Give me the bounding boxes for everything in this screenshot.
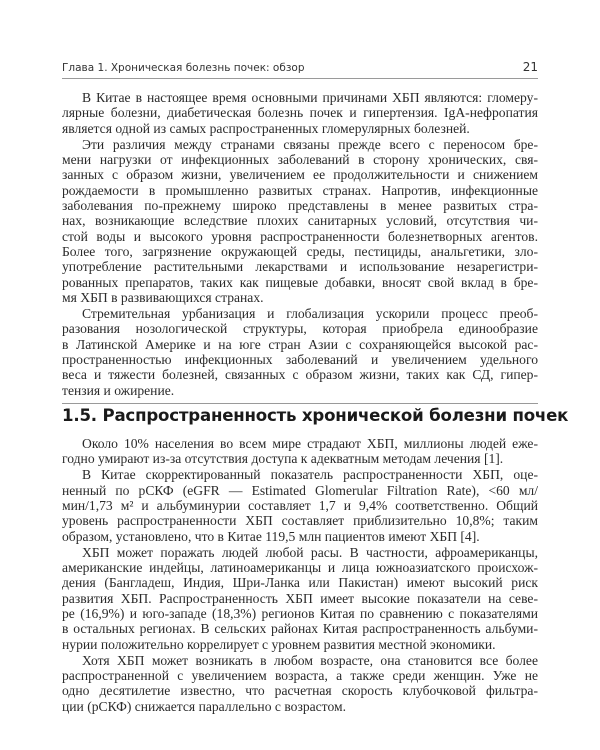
text-line: разования нозологической структуры, которая приобрела единообразие (62, 321, 538, 337)
text-line: рождаемости в промышленно развитых странах. Напротив, инфекционные (62, 182, 538, 198)
paragraph (62, 545, 538, 652)
paragraph (62, 653, 538, 714)
paragraph (62, 137, 538, 306)
section-1-body (62, 90, 538, 399)
text-line: ре (16,9%) и юго-западе (18,3%) регионов Китая по сравнению с показателями (62, 605, 538, 621)
header-rule (62, 78, 538, 79)
page-number: 21 (522, 60, 538, 74)
text-line: в Латинской Америке и на юге стран Азии с сохраняющейся высокой рас- (62, 336, 538, 352)
text-line: пространенностью инфекционных заболеваний и увеличением удельного (62, 352, 538, 368)
text-line: занных с образом жизни, увеличением ее продолжительности и снижением (62, 167, 538, 183)
text-line: ненный по рСКФ (eGFR — Estimated Glomerular Filtration Rate), <60 мл/ (62, 482, 538, 498)
text-line: ХБП может поражать людей любой расы. В частности, афроамериканцы, (82, 544, 538, 560)
text-line: рованных препаратов, таких как пищевые добавки, вносят свой вклад в бре- (62, 274, 538, 290)
section-heading: 1.5. Распространенность хронической болезни почек (62, 406, 569, 425)
text-line: В Китае в настоящее время основными причинами ХБП являются: гломеру- (82, 90, 538, 105)
text-line: американские индейцы, латиноамериканцы и лица южноазиатского происхож- (62, 559, 538, 575)
text-line: тензия и ожирение. (62, 382, 175, 398)
section-rule (62, 403, 538, 404)
section-2-body (62, 436, 538, 715)
text-line: в остальных регионах. В сельских районах Китая распространенность альбуми- (62, 621, 538, 637)
text-line: развития ХБП. Распространенность ХБП имеет высокие показатели на севе- (62, 590, 538, 606)
text-line: мя ХБП в развивающихся странах. (62, 290, 264, 306)
paragraph (62, 306, 538, 398)
text-line: образом, установлено, что в Китае 119,5 млн пациентов имеют ХБП [4]. (62, 528, 480, 544)
text-line: нах, возникающие вследствие плохих санитарных условий, отсутствия чи- (62, 213, 538, 229)
text-line: годно умирают из-за отсутствия доступа к адекватным методам лечения [1]. (62, 451, 504, 467)
text-line: дения (Бангладеш, Индия, Шри-Ланка или Пакистан) имеют высокий риск (62, 575, 538, 591)
text-line: распространенной с увеличением возраста, а также среди женщин. Уже не (62, 667, 538, 683)
text-line: В Китае скорректированный показатель распространенности ХБП, оце- (82, 467, 538, 483)
paragraph (62, 467, 538, 544)
text-line: лярные болезни, диабетическая болезнь почек и гипертензия. IgA-нефропатия (62, 105, 538, 121)
text-line: нурии положительно коррелирует с уровнем развития местной экономики. (62, 636, 496, 652)
text-line: веса и тяжести болезней, связанных с образом жизни, таких как СД, гипер- (62, 367, 538, 383)
text-line: Стремительная урбанизация и глобализация ускорили процесс преоб- (82, 306, 538, 321)
running-header (62, 60, 538, 78)
text-line: Более того, загрязнение окружающей среды, пестициды, анальгетики, зло- (62, 244, 538, 260)
paragraph (62, 90, 538, 136)
text-line: заболевания по-прежнему широко представлены в менее развитых стра- (62, 198, 538, 213)
paragraph (62, 436, 538, 467)
text-line: употребление растительными лекарствами и использование незарегистри- (62, 259, 538, 275)
text-line: уровень распространенности ХБП составляет приблизительно 10,8%; таким (62, 513, 538, 529)
text-line: мени нагрузки от инфекционных заболеваний в сторону хронических, свя- (62, 151, 538, 167)
text-line: мин/1,73 м² и альбуминурии составляет 1,7 и 9,4% соответственно. Общий (62, 497, 538, 513)
text-line: ции (рСКФ) снижается параллельно с возрастом. (62, 698, 346, 714)
running-title: Глава 1. Хроническая болезнь почек: обзор (62, 62, 305, 74)
text-line: одно десятилетие известно, что расчетная скорость клубочковой фильтра- (62, 683, 538, 699)
text-line: является одной из самых распространенных гломерулярных болезней. (62, 120, 470, 136)
text-line: Около 10% населения во всем мире страдают ХБП, миллионы людей еже- (82, 436, 538, 451)
text-line: Эти различия между странами связаны прежде всего с переносом бре- (82, 136, 538, 152)
text-line: Хотя ХБП может возникать в любом возрасте, она становится все более (82, 652, 538, 668)
text-line: стой воды и высокого уровня распространенности болезнетворных агентов. (62, 228, 538, 244)
